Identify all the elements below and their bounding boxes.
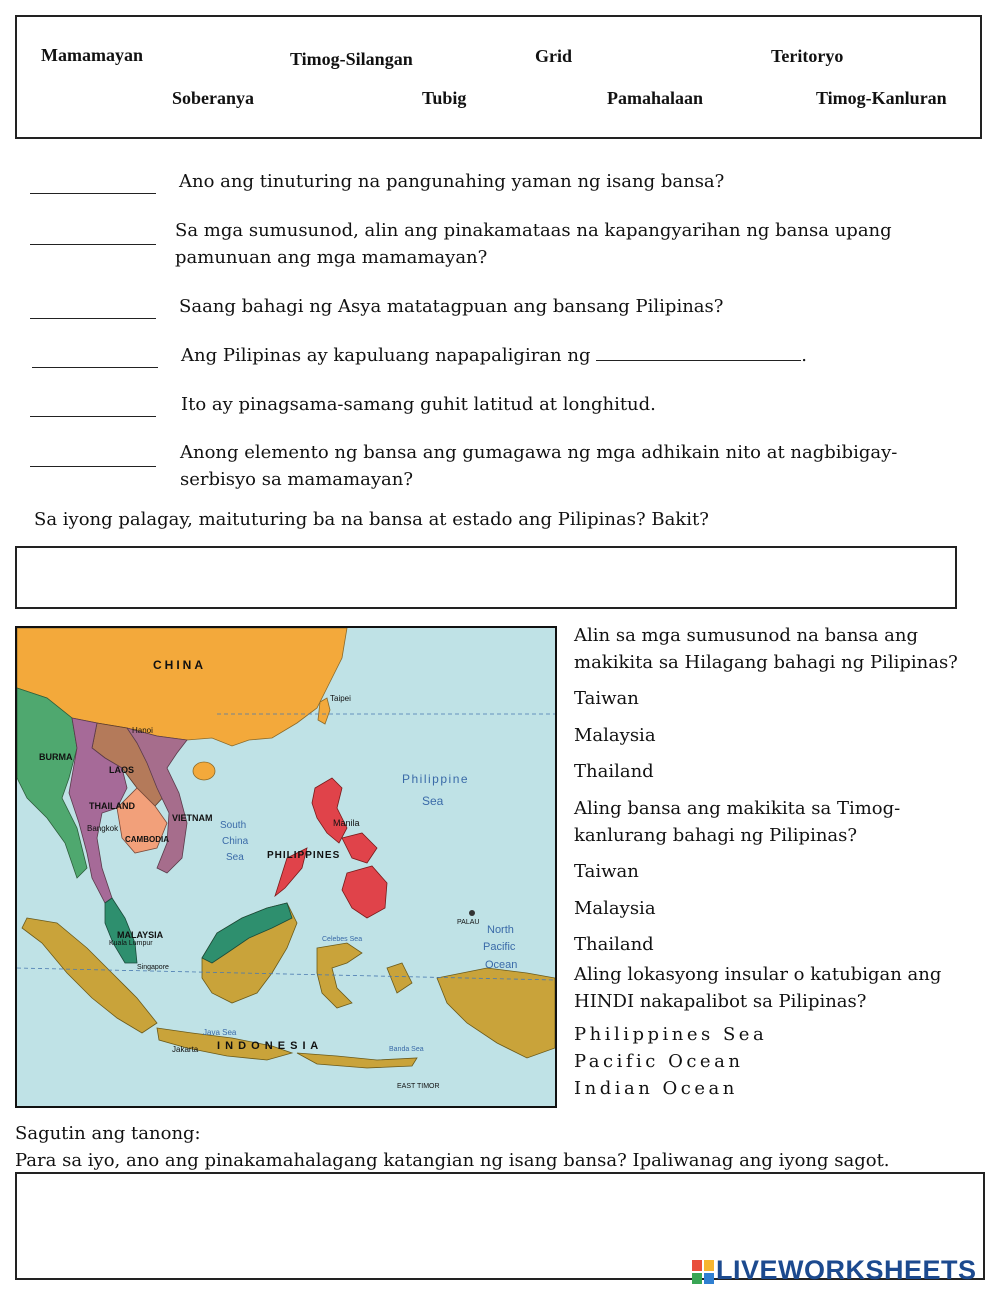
mcq-2-option-taiwan[interactable]: Taiwan	[574, 861, 639, 882]
mcq-3-question: Aling lokasyong insular o katubigan ang HINDI nakapalibot sa Pilipinas?	[574, 964, 942, 1012]
map-label-north-pacific: North	[487, 924, 514, 936]
mcq-2-question: Aling bansa ang makikita sa Timog-kanlurang bahagi ng Pilipinas?	[574, 798, 901, 846]
essay-1-answer-box[interactable]	[15, 546, 957, 609]
map-label-java-sea: Java Sea	[203, 1028, 237, 1037]
word-soberanya: Soberanya	[172, 88, 255, 108]
mcq-3-option-philippines-sea[interactable]: Philippines Sea	[574, 1024, 768, 1045]
map-label-taipei: Taipei	[330, 694, 351, 703]
liveworksheets-logo-text: LIVEWORKSHEETS	[716, 1255, 977, 1285]
map-label-burma: BURMA	[39, 752, 73, 762]
final-heading: Sagutin ang tanong:	[15, 1123, 201, 1144]
word-timog-silangan: Timog-Silangan	[290, 49, 413, 69]
map-label-china: CHINA	[153, 658, 206, 672]
map-label-vietnam: VIETNAM	[172, 813, 213, 823]
question-5: Ito ay pinagsama-samang guhit latitud at longhitud.	[181, 394, 656, 415]
mcq-1-question: Alin sa mga sumusunod na bansa ang makikita sa Hilagang bahagi ng Pilipinas?	[574, 625, 958, 673]
question-2: Sa mga sumusunod, alin ang pinakamataas na kapangyarihan ng bansa upang pamunuan ang mga mamamayan?	[175, 220, 892, 268]
mcq-3-option-pacific-ocean[interactable]: Pacific Ocean	[574, 1051, 744, 1072]
final-prompt: Para sa iyo, ano ang pinakamahalagang katangian ng isang bansa? Ipaliwanag ang iyong sagot.	[15, 1150, 890, 1171]
map-label-philippine-sea: Philippine	[402, 772, 470, 786]
word-teritoryo: Teritoryo	[771, 46, 844, 66]
answer-blank-6[interactable]	[30, 466, 156, 467]
map-label-south-china-sea-3: Sea	[226, 852, 244, 863]
answer-blank-2[interactable]	[30, 244, 156, 245]
map-label-bangkok: Bangkok	[87, 824, 119, 833]
liveworksheets-logo	[692, 1255, 977, 1286]
answer-blank-1[interactable]	[30, 193, 156, 194]
map-label-singapore: Singapore	[137, 964, 169, 971]
map-label-celebes-sea: Celebes Sea	[322, 936, 363, 943]
answer-blank-3[interactable]	[30, 318, 156, 319]
answer-blank-5[interactable]	[30, 416, 156, 417]
mcq-1-option-thailand[interactable]: Thailand	[574, 761, 654, 782]
essay-1-prompt: Sa iyong palagay, maituturing ba na bansa at estado ang Pilipinas? Bakit?	[34, 509, 709, 530]
map-label-hanoi: Hanoi	[132, 726, 153, 735]
map-label-kuala-lumpur: Kuala Lumpur	[109, 940, 153, 947]
word-timog-kanluran: Timog-Kanluran	[816, 88, 947, 108]
mcq-1-option-taiwan[interactable]: Taiwan	[574, 688, 639, 709]
map-graphic	[17, 628, 555, 1106]
mcq-2-option-thailand[interactable]: Thailand	[574, 934, 654, 955]
map-label-malaysia: MALAYSIA	[117, 930, 164, 940]
map-label-banda-sea: Banda Sea	[389, 1046, 424, 1053]
word-mamamayan: Mamamayan	[41, 45, 143, 65]
liveworksheets-logo-icon	[692, 1260, 714, 1284]
map-label-north-pacific-2: Pacific	[483, 941, 516, 953]
question-4	[181, 342, 961, 369]
mcq-1-option-malaysia[interactable]: Malaysia	[574, 725, 656, 746]
question-3: Saang bahagi ng Asya matatagpuan ang bansang Pilipinas?	[179, 296, 724, 317]
map-label-thailand: THAILAND	[89, 801, 135, 811]
map-label-south-china-sea: South	[220, 820, 247, 831]
word-pamahalaan: Pamahalaan	[607, 88, 704, 108]
map-label-manila: Manila	[333, 818, 360, 828]
mcq-2-option-malaysia[interactable]: Malaysia	[574, 898, 656, 919]
southeast-asia-map	[15, 626, 557, 1108]
question-1: Ano ang tinuturing na pangunahing yaman ng isang bansa?	[179, 171, 725, 192]
mcq-3-option-indian-ocean[interactable]: Indian Ocean	[574, 1078, 738, 1099]
map-label-cambodia: CAMBODIA	[125, 835, 169, 844]
map-label-south-china-sea-2: China	[222, 836, 249, 847]
inline-answer-blank[interactable]	[596, 344, 801, 361]
question-4-text: Ang Pilipinas ay kapuluang napapaligiran ng	[181, 345, 591, 366]
map-label-palau: PALAU	[457, 919, 480, 926]
question-4-period: .	[801, 345, 807, 366]
map-label-indonesia: I N D O N E S I A	[217, 1040, 320, 1052]
map-label-laos: LAOS	[109, 765, 135, 775]
map-label-jakarta: Jakarta	[172, 1045, 199, 1054]
word-bank	[15, 15, 982, 139]
map-label-philippine-sea-2: Sea	[422, 794, 444, 808]
answer-blank-4[interactable]	[32, 367, 158, 368]
map-label-philippines: PHILIPPINES	[267, 850, 341, 861]
word-grid: Grid	[535, 46, 573, 66]
question-6: Anong elemento ng bansa ang gumagawa ng mga adhikain nito at nagbibigay-serbisyo sa mamamayan?	[180, 442, 898, 490]
word-tubig: Tubig	[422, 88, 467, 108]
map-label-north-pacific-3: Ocean	[485, 959, 518, 971]
map-label-east-timor: EAST TIMOR	[397, 1083, 440, 1090]
